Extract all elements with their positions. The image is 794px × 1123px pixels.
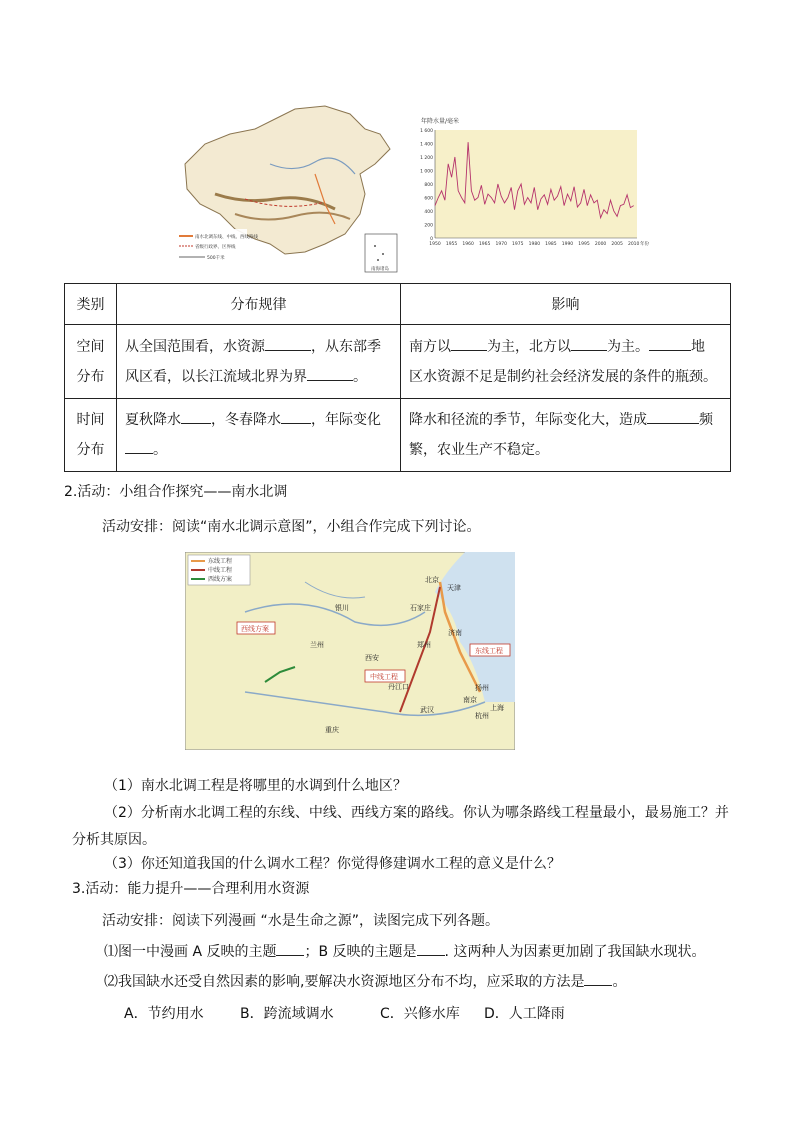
row-rule — [117, 399, 401, 472]
rule-text: ，年际变化 — [311, 412, 381, 428]
x-unit-label: 年份 — [640, 242, 649, 247]
y-tick-label: 800 — [424, 183, 433, 188]
y-tick-label: 1 400 — [420, 142, 433, 148]
answer-blank[interactable] — [181, 409, 211, 424]
y-tick-label: 1 000 — [420, 169, 433, 175]
city-lanzhou: 兰州 — [310, 641, 324, 649]
q1-text: ⑴图一中漫画 A 反映的主题 — [104, 944, 277, 960]
rule-text: 风区看，以长江流域北界为界 — [125, 368, 307, 385]
impact-text: 降水和径流的季节，年际变化大，造成 — [409, 412, 647, 428]
city-tianjin: 天津 — [447, 584, 461, 592]
y-tick-label: 200 — [424, 223, 433, 229]
table-row — [65, 325, 731, 399]
city-danjiangkou: 丹江口 — [388, 683, 409, 691]
q2-text: ⑵我国缺水还受自然因素的影响,要解决水资源地区分布不均，应采取的方法是 — [104, 974, 585, 990]
question-3: （3）你还知道我国的什么调水工程？你觉得修建调水工程的意义是什么？ — [104, 856, 561, 872]
x-tick-label: 2000 — [594, 242, 607, 247]
city-xian: 西安 — [365, 654, 379, 662]
x-tick-label: 1990 — [561, 242, 574, 247]
rule-text: 。 — [153, 442, 167, 458]
impact-text: 为主。 — [607, 338, 649, 355]
category-line1: 时间 — [76, 412, 105, 428]
impact-text: 南方以 — [409, 338, 451, 355]
x-tick-label: 2010 — [627, 242, 640, 247]
row-impact — [401, 399, 731, 472]
row-category — [65, 325, 117, 399]
impact-text: 繁，农业生产不稳定。 — [409, 442, 549, 458]
table-row — [65, 399, 731, 472]
rule-text: 。 — [353, 368, 367, 385]
precipitation-chart — [415, 114, 665, 254]
x-tick-label: 1995 — [578, 242, 590, 247]
callout-middle: 中线工程 — [370, 673, 398, 681]
map-inset-label: 南海诸岛 — [371, 267, 389, 272]
table-header-row — [65, 284, 731, 325]
city-shanghai: 上海 — [490, 704, 504, 712]
header-impact: 影响 — [401, 284, 731, 325]
section2-title: 2.活动：小组合作探究——南水北调 — [64, 484, 288, 500]
city-yangzhou: 扬州 — [475, 684, 489, 692]
city-chongqing: 重庆 — [325, 726, 339, 734]
answer-blank[interactable] — [417, 941, 445, 956]
city-hangzhou: 杭州 — [475, 712, 489, 720]
callout-east: 东线工程 — [475, 647, 503, 655]
rule-text: ，冬春降水 — [211, 412, 281, 428]
x-tick-label: 1970 — [495, 242, 507, 247]
y-tick-label: 0 — [430, 237, 433, 242]
china-water-map — [175, 104, 403, 274]
legend-east: 东线工程 — [208, 558, 233, 565]
city-wuhan: 武汉 — [420, 706, 434, 714]
x-tick-label: 1980 — [528, 242, 541, 247]
answer-blank[interactable] — [647, 409, 699, 424]
map-legend-route: 南水北调东线、中线、西线路线 — [195, 235, 258, 240]
chart-ylabel: 年降水量/毫米 — [421, 118, 460, 125]
impact-text: 区水资源不足是制约社会经济发展的条件的瓶颈。 — [409, 368, 717, 385]
city-zhengzhou: 郑州 — [417, 641, 431, 649]
map-legend-border: 省级行政界、区界线 — [195, 245, 236, 250]
row-category — [65, 399, 117, 472]
answer-blank[interactable] — [276, 941, 304, 956]
plot-area — [435, 130, 637, 238]
category-line2: 分布 — [76, 368, 105, 385]
answer-blank[interactable] — [571, 336, 607, 351]
question-2: （2）分析南水北调工程的东线、中线、西线方案的路线。你认为哪条路线工程量最小，最易施工？并 — [104, 805, 729, 821]
section3-question-2 — [104, 971, 626, 991]
x-tick-label: 1960 — [462, 242, 474, 247]
water-distribution-table — [64, 283, 731, 472]
answer-blank[interactable] — [307, 366, 353, 381]
x-tick-label: 1985 — [545, 242, 557, 247]
rule-text: 从全国范围看，水资源 — [125, 338, 265, 355]
row-rule — [117, 325, 401, 399]
answer-blank[interactable] — [451, 336, 487, 351]
impact-text: 为主，北方以 — [487, 338, 571, 355]
section2-arrangement: 活动安排：阅读“南水北调示意图”，小组合作完成下列讨论。 — [102, 519, 481, 535]
legend-west: 西线方案 — [208, 576, 233, 583]
q2-text: 。 — [612, 974, 627, 990]
q1-text: ；B 反映的主题是 — [304, 944, 417, 960]
x-tick-label: 1975 — [512, 242, 524, 247]
section3-title: 3.活动：能力提升——合理利用水资源 — [72, 881, 310, 897]
category-line2: 分布 — [76, 442, 105, 458]
option-c[interactable]: C．兴修水库 — [380, 1006, 460, 1022]
option-b[interactable]: B．跨流域调水 — [240, 1006, 334, 1022]
category-line1: 空间 — [76, 338, 105, 355]
legend-middle: 中线工程 — [208, 567, 233, 574]
answer-blank[interactable] — [125, 439, 153, 454]
answer-blank[interactable] — [584, 971, 612, 986]
impact-text: 地 — [691, 338, 705, 355]
answer-blank[interactable] — [649, 336, 691, 351]
row-impact — [401, 325, 731, 399]
city-beijing: 北京 — [425, 576, 439, 584]
map-scale: 500千米 — [207, 256, 225, 261]
city-yinchuan: 银川 — [335, 604, 349, 612]
options-row — [124, 1003, 565, 1023]
question-1: （1）南水北调工程是将哪里的水调到什么地区？ — [104, 778, 407, 794]
rule-text: ，从东部季 — [311, 338, 381, 355]
x-tick-label: 1965 — [478, 242, 491, 247]
callout-west: 西线方案 — [241, 625, 269, 633]
answer-blank[interactable] — [281, 409, 311, 424]
option-a[interactable]: A．节约用水 — [124, 1006, 204, 1022]
y-tick-label: 1 600 — [420, 129, 433, 134]
rule-text: 夏秋降水 — [125, 412, 181, 428]
y-tick-label: 600 — [424, 196, 433, 202]
header-category: 类别 — [65, 284, 117, 325]
question-2-cont: 分析其原因。 — [72, 832, 156, 848]
y-tick-label: 1 200 — [420, 156, 433, 161]
answer-blank[interactable] — [265, 336, 311, 351]
header-rule: 分布规律 — [117, 284, 401, 325]
city-shijiazhuang: 石家庄 — [410, 604, 431, 612]
x-tick-label: 1950 — [429, 242, 441, 247]
q1-text: . 这两种人为因素更加剧了我国缺水现状。 — [444, 944, 706, 960]
section3-arrangement: 活动安排：阅读下列漫画 “水是生命之源”，读图完成下列各题。 — [102, 913, 499, 929]
city-jinan: 济南 — [448, 629, 462, 637]
city-nanjing: 南京 — [463, 696, 477, 704]
x-tick-label: 1955 — [445, 242, 458, 247]
option-d[interactable]: D．人工降雨 — [484, 1006, 565, 1022]
section3-question-1 — [104, 941, 705, 961]
impact-text: 频 — [699, 412, 713, 428]
south-north-diversion-map — [185, 552, 515, 750]
y-tick-label: 400 — [424, 210, 433, 215]
x-tick-label: 2005 — [611, 242, 623, 247]
